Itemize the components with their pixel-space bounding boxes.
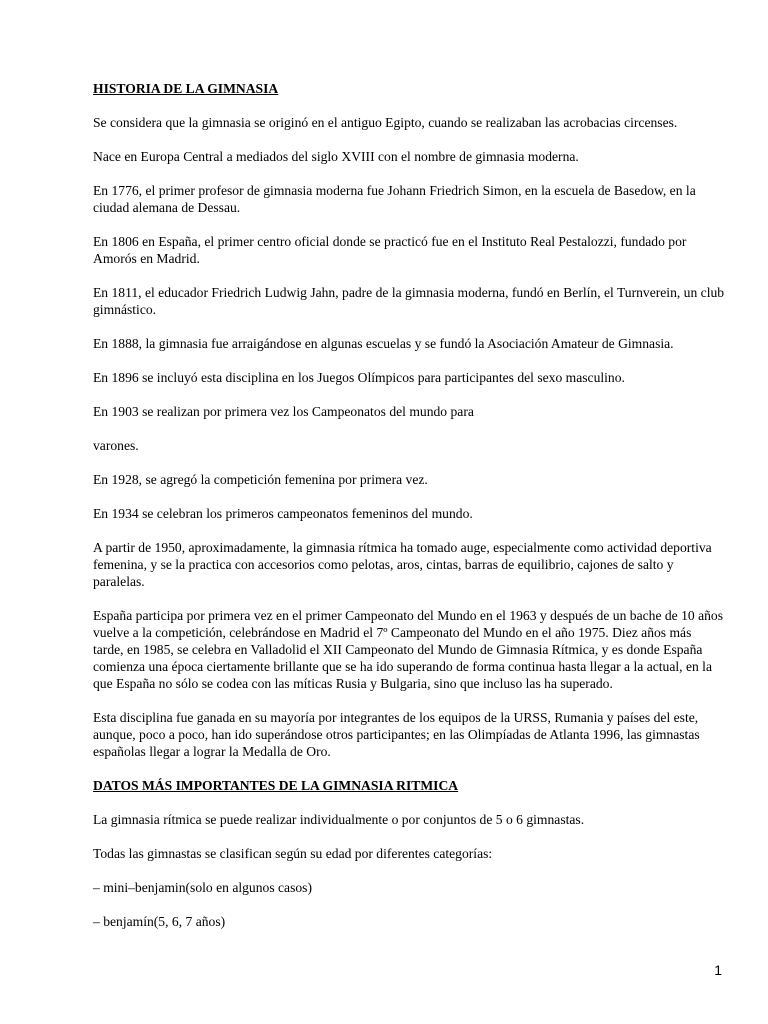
- section-heading-datos: DATOS MÁS IMPORTANTES DE LA GIMNASIA RITMICA: [93, 778, 459, 793]
- paragraph: España participa por primera vez en el primer Campeonato del Mundo en el 1963 y después de un bache de 10 años vuelve a la competición, celebrándose en Madrid el 7º Campeonato del Mundo en el año 1975. Diez años más tarde, en 1985, se celebra en Valladolid el XII Campeonato del Mundo de Gimnasia Rítmica, y es donde España comienza una época ciertamente brillante que se ha ido superando de forma continua hasta llegar a la actual, en la que España no sólo se codea con las míticas Rusia y Bulgaria, sino que incluso las ha superado.: [93, 608, 724, 691]
- paragraph: Nace en Europa Central a mediados del siglo XVIII con el nombre de gimnasia moderna.: [93, 149, 579, 164]
- paragraph: En 1806 en España, el primer centro oficial donde se practicó fue en el Instituto Real Pestalozzi, fundado por Amorós en Madrid.: [93, 234, 687, 266]
- paragraph: A partir de 1950, aproximadamente, la gimnasia rítmica ha tomado auge, especialmente como actividad deportiva femenina, y se la practica con accesorios como pelotas, aros, cintas, barras de equilibrio, cajones de salto y paralelas.: [93, 540, 712, 589]
- paragraph: En 1903 se realizan por primera vez los Campeonatos del mundo para: [93, 404, 474, 419]
- paragraph: La gimnasia rítmica se puede realizar individualmente o por conjuntos de 5 o 6 gimnastas.: [93, 812, 585, 827]
- paragraph: Todas las gimnastas se clasifican según su edad por diferentes categorías:: [93, 846, 493, 861]
- paragraph: En 1888, la gimnasia fue arraigándose en algunas escuelas y se fundó la Asociación Amateur de Gimnasia.: [93, 336, 674, 351]
- paragraph: En 1934 se celebran los primeros campeonatos femeninos del mundo.: [93, 506, 473, 521]
- section-heading-historia: HISTORIA DE LA GIMNASIA: [93, 81, 279, 96]
- paragraph: varones.: [93, 438, 139, 453]
- paragraph: Esta disciplina fue ganada en su mayoría por integrantes de los equipos de la URSS, Rumania y países del este, aunque, poco a poco, han ido superándose otros participantes; en las Olimpíadas de Atlanta 1996, las gimnastas españolas llegar a lograr la Medalla de Oro.: [93, 710, 700, 759]
- paragraph: En 1928, se agregó la competición femenina por primera vez.: [93, 472, 428, 487]
- list-item: – mini–benjamin(solo en algunos casos): [93, 880, 312, 895]
- page-number: 1: [714, 962, 722, 978]
- list-item: – benjamín(5, 6, 7 años): [93, 914, 226, 929]
- document-page: [93, 80, 725, 947]
- paragraph: En 1811, el educador Friedrich Ludwig Jahn, padre de la gimnasia moderna, fundó en Berlín, el Turnverein, un club gimnástico.: [93, 285, 725, 317]
- paragraph: En 1776, el primer profesor de gimnasia moderna fue Johann Friedrich Simon, en la escuela de Basedow, en la ciudad alemana de Dessau.: [93, 183, 696, 215]
- paragraph: Se considera que la gimnasia se originó en el antiguo Egipto, cuando se realizaban las acrobacias circenses.: [93, 115, 678, 130]
- paragraph: En 1896 se incluyó esta disciplina en los Juegos Olímpicos para participantes del sexo masculino.: [93, 370, 625, 385]
